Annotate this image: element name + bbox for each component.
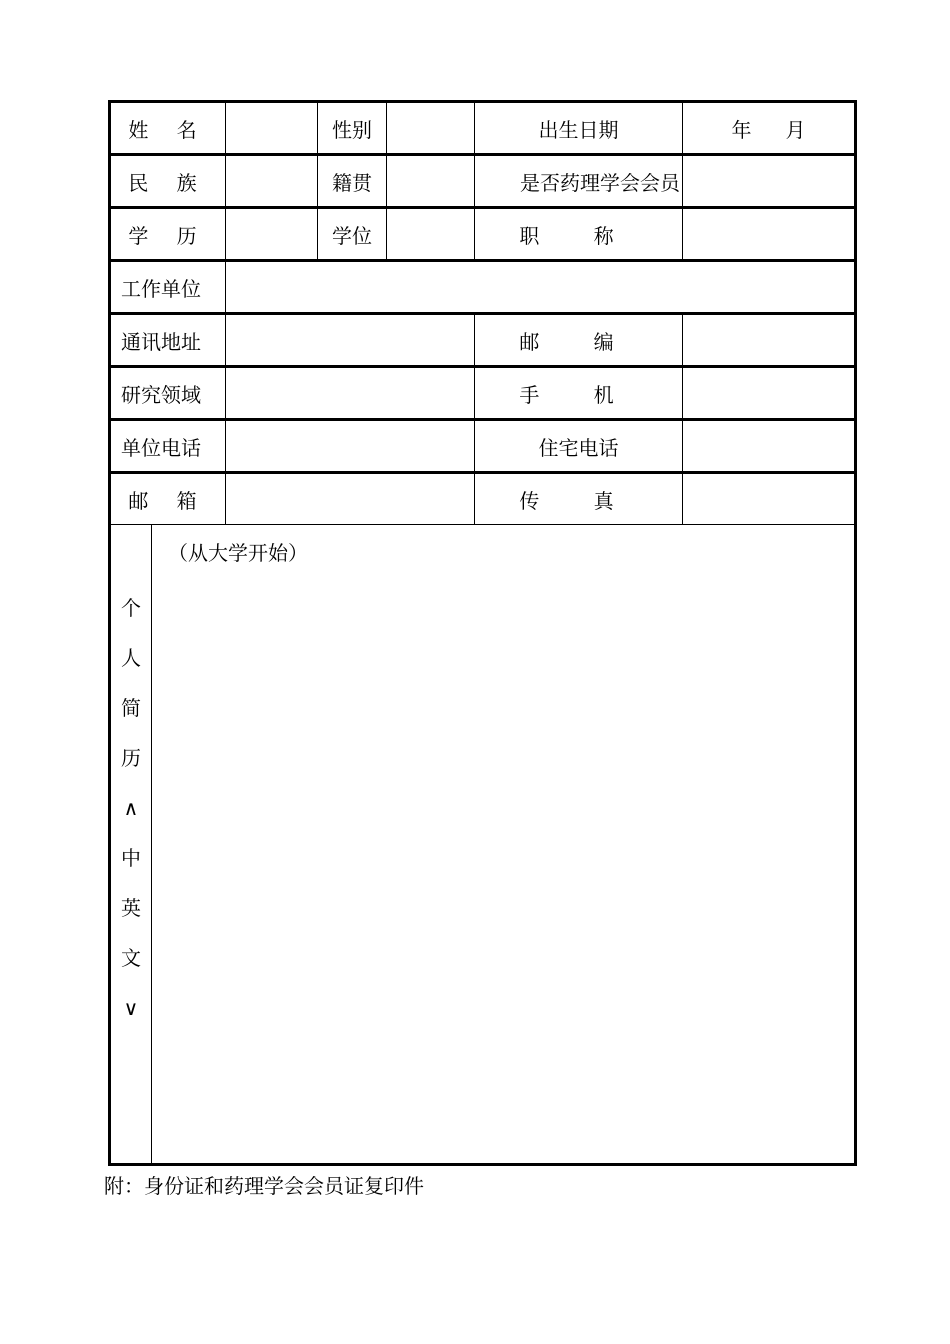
- office-phone-field[interactable]: [226, 420, 475, 473]
- home-phone-field[interactable]: [683, 420, 856, 473]
- resume-label-char: 历: [121, 746, 141, 770]
- name-field[interactable]: [226, 102, 318, 155]
- registration-form-table: [108, 100, 857, 1166]
- education-label: 学 历: [110, 208, 226, 261]
- fax-label: 传 真: [475, 473, 683, 525]
- degree-field[interactable]: [387, 208, 475, 261]
- job-title-label: 职 称: [475, 208, 683, 261]
- member-field[interactable]: [683, 155, 856, 208]
- resume-label-char: 人: [121, 646, 141, 670]
- research-label: 研究领域: [110, 367, 226, 420]
- resume-label-char: 文: [121, 946, 141, 970]
- resume-cell: [110, 525, 856, 1165]
- workplace-label: 工作单位: [110, 261, 226, 314]
- month-label: 月: [785, 117, 806, 142]
- native-place-label: 籍贯: [318, 155, 387, 208]
- education-field[interactable]: [226, 208, 318, 261]
- workplace-field[interactable]: [226, 261, 856, 314]
- job-title-field[interactable]: [683, 208, 856, 261]
- resume-hint: （从大学开始）: [168, 541, 308, 565]
- resume-label-char: 英: [121, 896, 141, 920]
- year-label: 年: [731, 117, 752, 142]
- row-ethnicity: [110, 155, 856, 208]
- fax-field[interactable]: [683, 473, 856, 525]
- mobile-label: 手 机: [475, 367, 683, 420]
- row-email: [110, 473, 856, 525]
- office-phone-label: 单位电话: [110, 420, 226, 473]
- postcode-label: 邮 编: [475, 314, 683, 367]
- row-address: [110, 314, 856, 367]
- attachment-note: 附：身份证和药理学会会员证复印件: [104, 1174, 424, 1198]
- row-phone: [110, 420, 856, 473]
- ethnicity-field[interactable]: [226, 155, 318, 208]
- resume-label-char: ∧: [123, 796, 139, 820]
- resume-field[interactable]: [152, 525, 854, 1163]
- gender-label: 性别: [318, 102, 387, 155]
- row-name: [110, 102, 856, 155]
- birth-date-label: 出生日期: [475, 102, 683, 155]
- resume-label-char: 简: [121, 696, 141, 720]
- postcode-field[interactable]: [683, 314, 856, 367]
- resume-label-char: ∨: [123, 996, 139, 1020]
- home-phone-label: 住宅电话: [475, 420, 683, 473]
- resume-label-char: 中: [121, 846, 141, 870]
- resume-label: [111, 525, 152, 1163]
- row-resume: [110, 525, 856, 1165]
- degree-label: 学位: [318, 208, 387, 261]
- birth-date-field[interactable]: [683, 102, 856, 155]
- row-workplace: [110, 261, 856, 314]
- ethnicity-label: 民 族: [110, 155, 226, 208]
- email-label: 邮 箱: [110, 473, 226, 525]
- address-field[interactable]: [226, 314, 475, 367]
- row-education: [110, 208, 856, 261]
- research-field[interactable]: [226, 367, 475, 420]
- email-field[interactable]: [226, 473, 475, 525]
- native-place-field[interactable]: [387, 155, 475, 208]
- gender-field[interactable]: [387, 102, 475, 155]
- address-label: 通讯地址: [110, 314, 226, 367]
- mobile-field[interactable]: [683, 367, 856, 420]
- member-label: 是否药理学会会员: [475, 155, 683, 208]
- name-label: 姓 名: [110, 102, 226, 155]
- row-research: [110, 367, 856, 420]
- resume-label-char: 个: [121, 596, 141, 620]
